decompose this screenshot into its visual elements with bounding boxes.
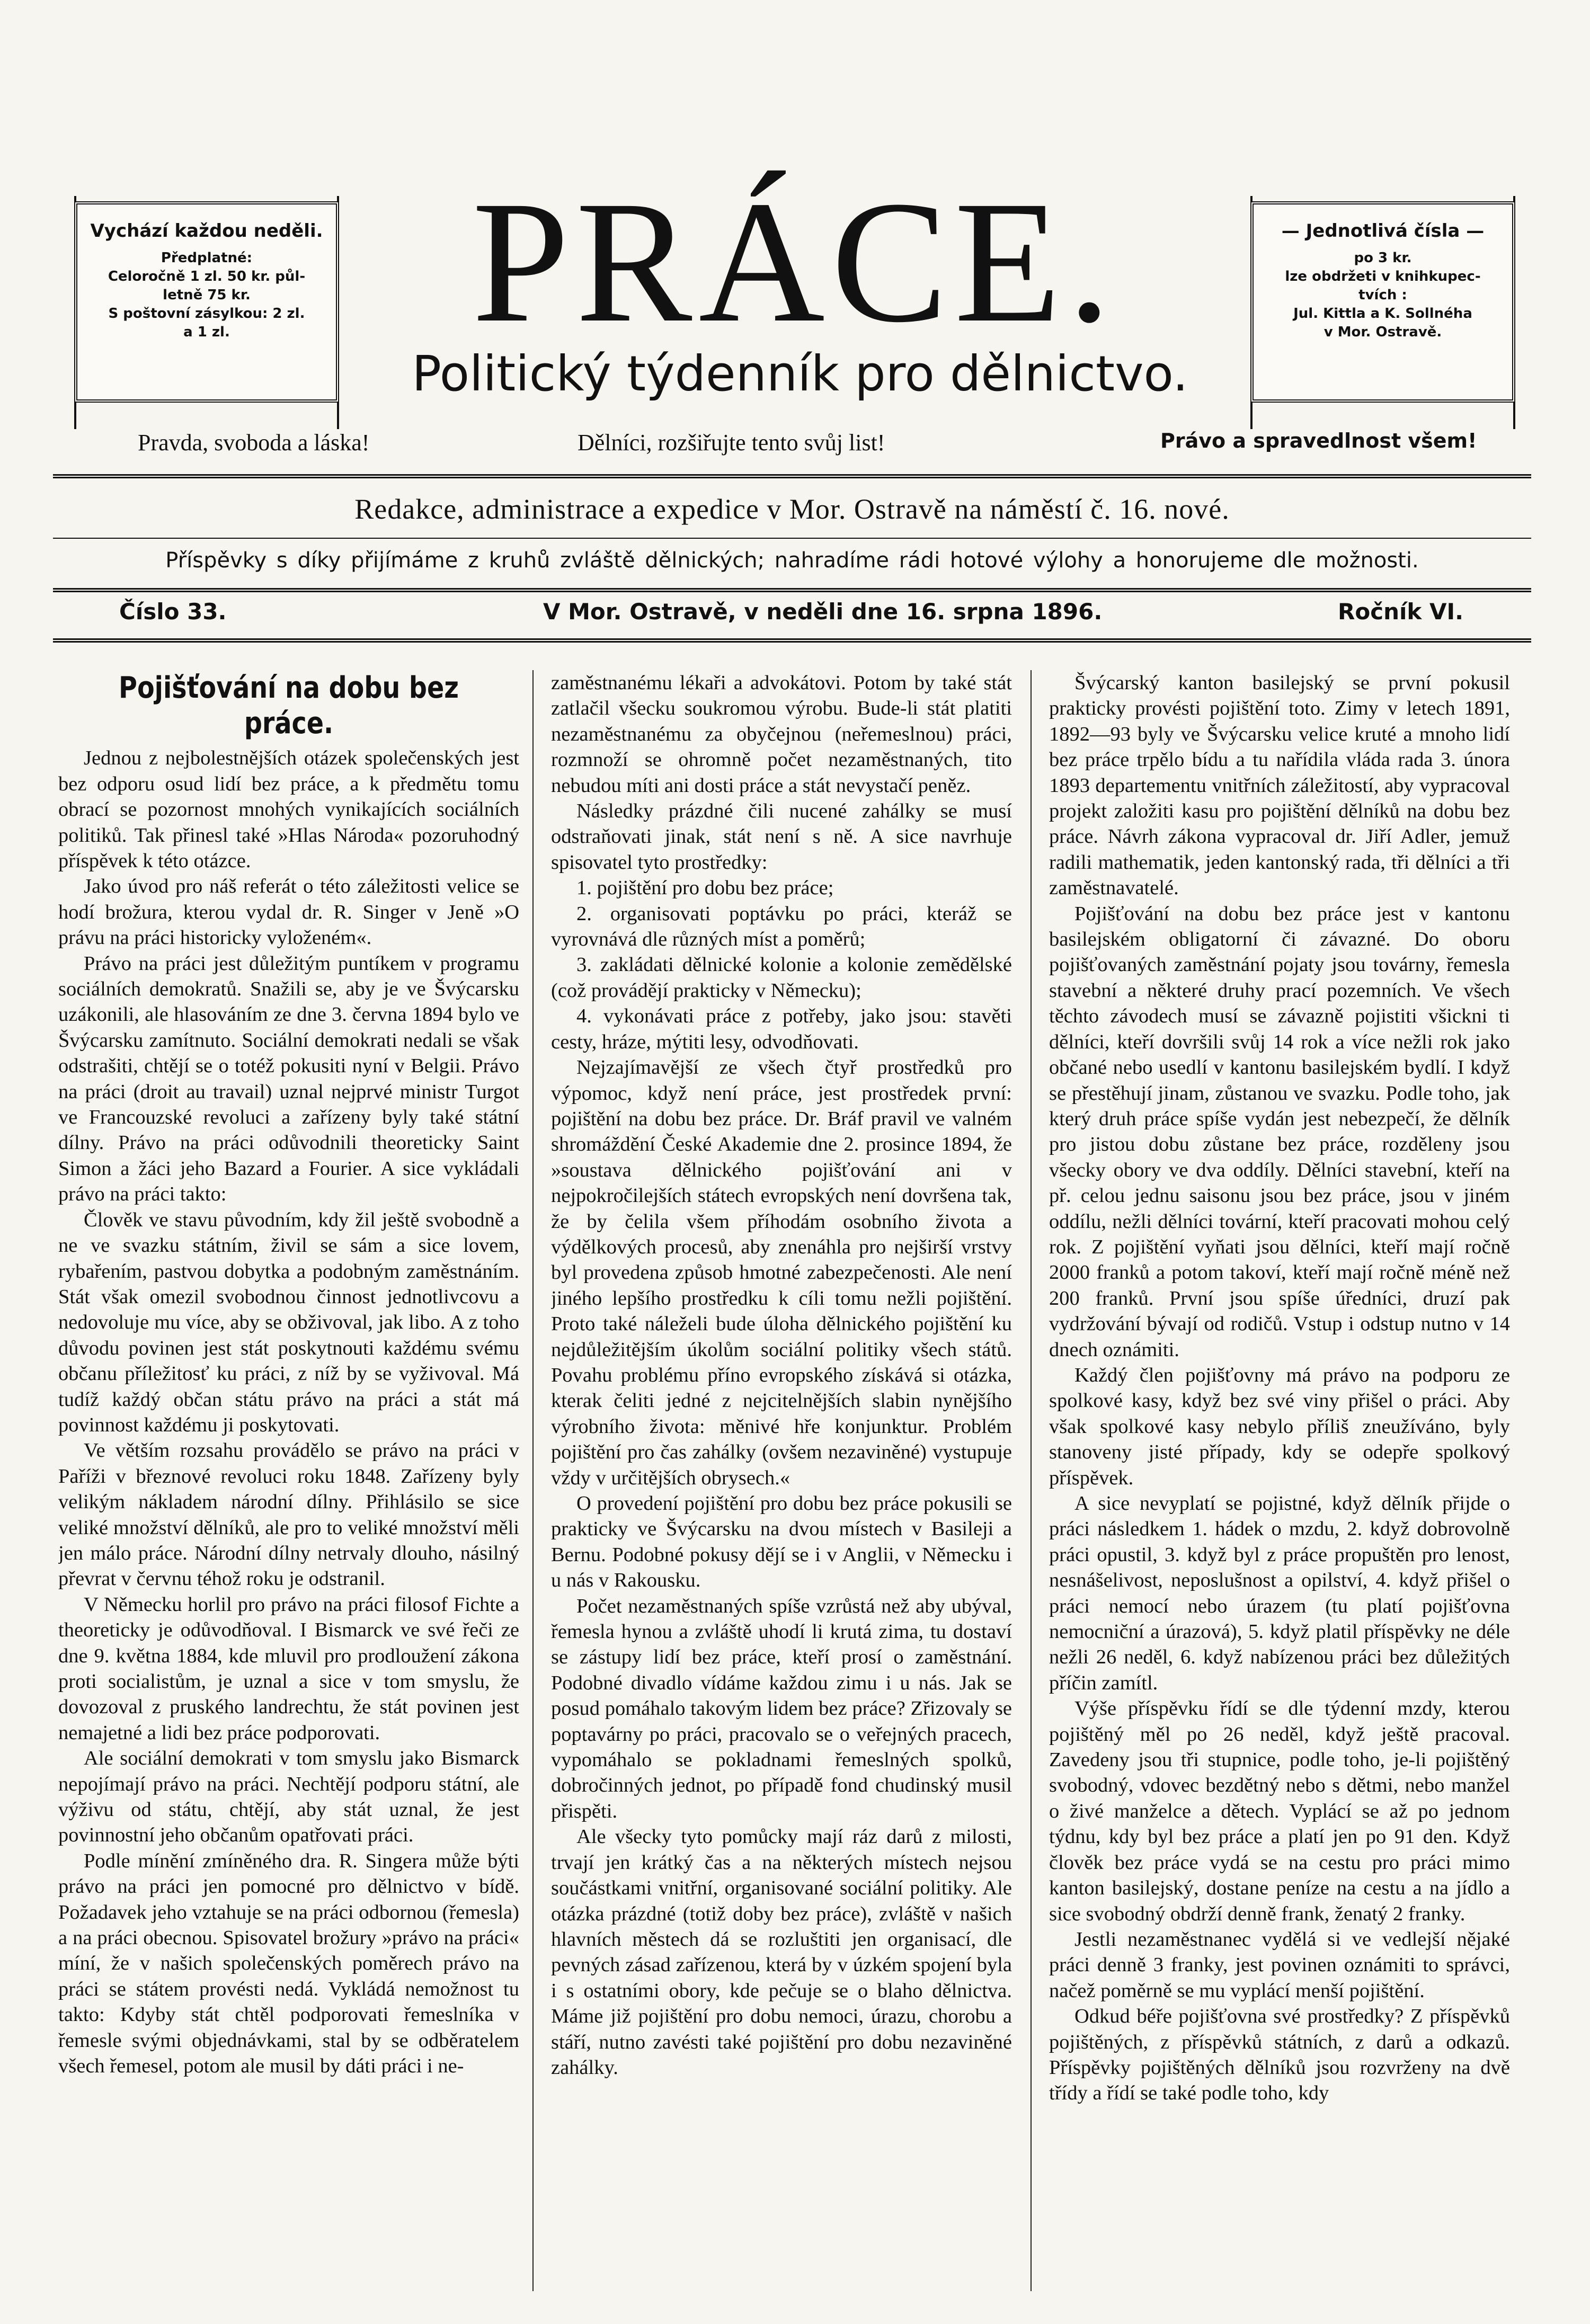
- paragraph: Pojišťování na dobu bez práce jest v kantonu basilejském obligatorní či závazné. Do oboru pojišťovaných zaměstnání pojaty jsou továrny, řemesla stavební a některé druhy prací pozemních. Ve všech těchto závodech musí se závazně pojistiti všickni ti dělníci, kteří dovršili svůj 14 rok a více nežli rok jakо občané nebo usedlí v kantonu basilejském bydlí. I když se přestěhují jinam, zůstanou ve svazku. Podle toho, jak který druh práce spíše vydán jest nebezpečí, že dělník pro jistou dobu zůstane bez práce, rozděleny jsou všecky obory ve dva oddíly. Dělníci stavební, kteří na př. celou jednu saisonu jsou bez práce, jsou v jiném oddílu, nežli dělníci tovární, kteří pracovati mohou celý rok. Z pojištění vyňati jsou dělníci, kteří mají ročně 2000 franků a potom takoví, kteří mají ročně méně než 200 franků. První jsou spíše úředníci, druzí pak vydržování bývají od rodičů. Vstup i odstup nutno v 14 dnech oznámiti.: [1049, 902, 1510, 1361]
- paragraph: Podle mínění zmíněného dra. R. Singera může býti právo na práci jen pomocné pro dělnictvo v bídě. Požadavek jeho vztahuje se na práci odbornou (řemesla) a na práci obecnou. Spisovatel brožury »právo na práci« míní, že v našich společenských poměrech právo na práci se státem provésti nedá. Vykládá nemožnost tu takto: Kdyby stát chtěl podporovati řemeslníka v řemesle svými objednávkami, stal by se odběratelem všech řemesel, potom ale musil by dáti práci i ne-: [58, 1849, 519, 2078]
- paragraph: Jestli nezaměstnanec vydělá si ve vedlejší nějaké práci denně 3 franky, jest povinen oznámiti to správci, načež poměrně se mu vyplácí menší pojištění.: [1049, 1928, 1510, 2002]
- price-line: lze obdržeti v knihkupec-: [1285, 268, 1481, 284]
- paragraph: Ale sociální demokrati v tom smyslu jako Bismarck nepojímají právo na práci. Nechtějí podporu státní, ale výživu od státu, chtějí, aby stát uznal, že jest povinnostní jeho občanům opatřovati práci.: [58, 1747, 519, 1847]
- newspaper-title: PRÁCE.: [472, 165, 1118, 359]
- issue-date: V Mor. Ostravě, v neděli dne 16. srpna 1896.: [543, 599, 1103, 625]
- list-item: 2. organisovati poptávku po práci, kteráž se vyrovnává dle různých míst a poměrů;: [551, 902, 1012, 951]
- subscription-box: [74, 201, 339, 403]
- paragraph: Právo na práci jest důležitým puntíkem v programu sociálních demokratů. Snažili se, aby je ve Švýcarsku uzákonili, ale hlasováním ze dne 3. června 1894 bylo ve Švýcarsku zamítnuto. Sociální demokrati nedali se však odstrašiti, chtějí se o totéž pokusiti nyní v Belgii. Právo na práci (droit au travail) uznal nejprvé ministr Turgot ve Francouzské revoluci a zařízeny byly také státní dílny. Právo na práci odůvodnili theoreticky Saint Simon a žáci jeho Bazard a Fourier. A sice vykládali právo na práci takto:: [58, 952, 519, 1206]
- article-column-2: [551, 670, 1012, 2291]
- paragraph: O provedení pojištění pro dobu bez práce pokusili se prakticky ve Švýcarsku na dvou místech v Basileji a Bernu. Podobné pokusy dějí se i v Anglii, v Německu i u nás v Rakousku.: [551, 1492, 1012, 1592]
- list-item: 3. zakládati dělnické kolonie a kolonie zemědělské (což provádějí prakticky v Německu);: [551, 954, 1012, 1002]
- paragraph: Ale všecky tyto pomůcky mají ráz darů z milosti, trvají jen krátký čas a na některých místech nejsou součástkami vnitřní, organisované sociální politiky. Ale otázka prázdné (totiž doby bez práce), zvláště v našich hlavních městech dá se rozluštiti jen organisací, dle pevných zásad zařízenou, která by v úzkém spojení byla i s ostatními obory, kde pečuje se o blaho dělnictva. Máme již pojištění pro dobu nemoci, úrazu, chorobu a stáří, nutno zavésti také pojištění pro dobu nezaviněné zahálky.: [551, 1826, 1012, 2079]
- paragraph: Počet nezaměstnaných spíše vzrůstá než aby ubýval, řemesla hynou a zvláště uhodí li krutá zima, tu dostaví se zástupy lidí bez práce, kteří prosí o zaměstnání. Podobné divadlo vídáme každou zimu i u nás. Jak se posud pomáhalo takovým lidem bez práce? Zřizovaly se poptavárny po práci, pracovalo se o veřejných pracech, vypomáhalo se pokladnami řemeslných spolků, dobročinných jednot, po případě fond chudinský musil přispěti.: [551, 1595, 1012, 1822]
- motto-center: Dělníci, rozšiřujte tento svůj list!: [578, 430, 885, 456]
- price-heading: — Jednotlivá čísla —: [1281, 220, 1485, 242]
- paragraph: Švýcarský kanton basilejský se první pokusil prakticky provésti pojištění toto. Zimy v letech 1891, 1892—93 byly ve Švýcarsku velice kruté a mnoho lidí bez práce trpělo bídu a tu nařídila vláda rada 3. února 1893 departementu vnitřních záležitostí, aby vypracoval projekt založiti kasu pro pojištění dělníků na dobu bez práce. Návrh zákona vypracoval dr. Jiří Adler, jemuž radili mathematik, jeden kantonský rada, tři dělníci a tři zaměstnavatelé.: [1049, 672, 1510, 900]
- paragraph: Výše příspěvku řídí se dle týdenní mzdy, kterou pojištěný měl po 26 neděl, když ještě pracoval. Zavedeny jsou tři stupnice, podle toho, je-li pojištěný svobodný, vdovec bezdětný nebo s dětmi, nebo manžel o živé manželce a dětech. Vyplácí se až po jednom týdnu, kdy byl bez práce a platí jen po 91 den. Když člověk bez práce vydá se na cestu pro práci mimo kanton basilejský, dostane peníze na cestu a na jídlo a sice svobodný obdrží denně frank, ženatý 2 franky.: [1049, 1697, 1510, 1925]
- subscription-heading: Vychází každou neděli.: [90, 220, 323, 242]
- price-line: v Mor. Ostravě.: [1323, 324, 1442, 341]
- divider: [53, 474, 1531, 478]
- contributions-note: Příspěvky s díky přijímáme z kruhů zvláště dělnických; nahradíme rádi hotové výlohy a honorujeme dle možnosti.: [165, 548, 1419, 573]
- paragraph: Jednou z nejbolestnějších otázek společenských jest bez odporu osud lidí bez práce, a k předmětu tomu obrací se pozornost mnohých vynikajících sociálních politiků. Tak přinesl také »Hlas Národa« pozoruhodný příspěvek k této otázce.: [58, 747, 519, 872]
- article-column-1: [58, 670, 519, 2291]
- column-divider: [1031, 670, 1032, 2291]
- paragraph: Následky prázdné čili nucené zahálky se musí odstraňovati jinak, stát není s ně. A sice navrhuje spisovatel tyto prostředky:: [551, 800, 1012, 874]
- motto-right: Právo a spravedlnost všem!: [1160, 429, 1477, 452]
- paragraph: Odkud béře pojišťovna své prostředky? Z příspěvků pojištěných, z příspěvků státních, z darů a odkazů. Příspěvky pojištěných dělníků jsou rozvrženy na dvě třídy a řídí se také podle toho, kdy: [1049, 2005, 1510, 2105]
- divider: [53, 638, 1531, 643]
- price-line: tvích :: [1358, 287, 1407, 304]
- subscription-line: Předplatné:: [161, 250, 253, 266]
- price-line: po 3 kr.: [1354, 250, 1412, 266]
- paragraph: Člověk ve stavu původním, kdy žil ještě svobodně a ne ve svazku státním, živil se sám a sice lovem, rybařením, pastvou dobytka a podobným zaměstnáním. Stát však omezil svobodnou činnost jednotlivcovu a nedovoluje mu více, aby se obživoval, jak libo. A z toho důvodu povinen jest stát poskytnouti každému svému občanu příležitosť ku práci, z níž by se vyživoval. Má tudíž každý občan státu právo na práci a stát má povinnost každému ji poskytovati.: [58, 1208, 519, 1436]
- subscription-line: letně 75 kr.: [163, 287, 251, 304]
- article-column-3: [1049, 670, 1510, 2291]
- newspaper-subtitle: Politický týdenník pro dělnictvo.: [412, 345, 1188, 402]
- issue-number: Číslo 33.: [119, 599, 227, 625]
- paragraph: Ve větším rozsahu provádělo se právo na práci v Paříži v březnové revoluci roku 1848. Zařízeny byly velikým nákladem národní dílny. Přihlásilo se sice veliké množství dělníků, ale pro to veliké množství měli jen málo práce. Národní dílny netrvaly dlouho, násilný převrat v červnu téhož roku je odstranil.: [58, 1439, 519, 1590]
- list-item: 4. vykonávati práce z potřeby, jako jsou: stavěti cesty, hráze, mýtiti lesy, odvodňovati.: [551, 1005, 1012, 1053]
- divider: [53, 588, 1531, 592]
- motto-left: Pravda, svoboda a láska!: [138, 430, 370, 456]
- editorial-address: Redakce, administrace a expedice v Mor. Ostravě na náměstí č. 16. nové.: [354, 493, 1230, 525]
- paragraph: Jako úvod pro náš referát o této záležitosti velice se hodí brožura, kterou vydal dr. R. Singer v Jeně »O právu na práci historicky vyloženém«.: [58, 875, 519, 949]
- price-line: Jul. Kittla a K. Sollnéha: [1293, 306, 1472, 322]
- paragraph: A sice nevyplatí se pojistné, když dělník přijde o práci následkem 1. hádek o mzdu, 2. když dobrovolně práci opustil, 3. když byl z práce propuštěn pro lenost, nesnášelivost, neposlušnost a opilství, 4. když přišel o práci nemocí nebo úrazem (tu platí pojišťovna nemocniční a úrazová), 5. když platil příspěvky ne déle nežli 26 neděl, 6. když nabízenou práci bez důležitých příčin zamítl.: [1049, 1492, 1510, 1694]
- paragraph: zaměstnanému lékaři a advokátovi. Potom by také stát zatlačil všecku soukromou výrobu. Bude-li stát platiti nezaměstnanému za obyčejnou (neřemeslnou) práci, rozmnoží se ohromně počet nezaměstnaných, tito nebudou míti ani dosti práce a stát nevystačí peněz.: [551, 672, 1012, 797]
- article-title: Pojišťování na dobu bez práce.: [119, 671, 459, 741]
- subscription-line: a 1 zl.: [183, 324, 230, 341]
- list-item: 1. pojištění pro dobu bez práce;: [576, 877, 834, 900]
- divider: [53, 538, 1531, 539]
- subscription-line: S poštovní zásylkou: 2 zl.: [108, 306, 305, 322]
- paragraph: Každý člen pojišťovny má právo na podporu ze spolkové kasy, když bez své viny přišel o práci. Aby však spolkové kasy nebylo příliš zneužíváno, byly stanoveny jisté případy, kdy se odepře spolkový příspěvek.: [1049, 1364, 1510, 1489]
- subscription-line: Celoročně 1 zl. 50 kr. půl-: [108, 268, 306, 284]
- paragraph: Nejzajímavější ze všech čtyř prostředků pro výpomoc, když není práce, jest prostředek první: pojištění na dobu bez práce. Dr. Bráf pravil ve valném shromáždění České Akademie dne 2. prosince 1894, že »soustava dělnického pojišťování ani v nejpokročilejších státech evropských není dovršena tak, že by čelila všem příhodám osobního života a výdělkových procesů, aby znenáhla pro nejširší vrstvy byl provedena způsob hmotné zabezpečenosti. Ale není jiného lepšího prostředku k cíli tomu nežli pojištění. Proto také náleželi bude úloha dělnického pojištění ku nejdůležitějším úkolům sociální politiky všech států. Povahu problému příno evropského získává si otázka, kterak čeliti jedné z nejcitelnějších slabin nynějšího výrobního života: měnivé hře konjunktur. Problém pojištění pro čas zahálky (ovšem nezaviněné) vystupuje vždy v určitějších obrysech.«: [551, 1056, 1012, 1489]
- column-divider: [532, 670, 534, 2291]
- paragraph: V Německu horlil pro právo na práci filosof Fichte a theoreticky je odůvodňoval. I Bismarck ve své řeči ze dne 9. května 1884, kde mluvil pro prodloužení zákona proti socialistům, je uznal a sice v tom smyslu, že dovozoval z pruského landrechtu, že stát povinen jest nemajetné a lidi bez práce podporovati.: [58, 1593, 519, 1744]
- price-box: [1250, 201, 1515, 403]
- volume-number: Ročník VI.: [1338, 599, 1464, 625]
